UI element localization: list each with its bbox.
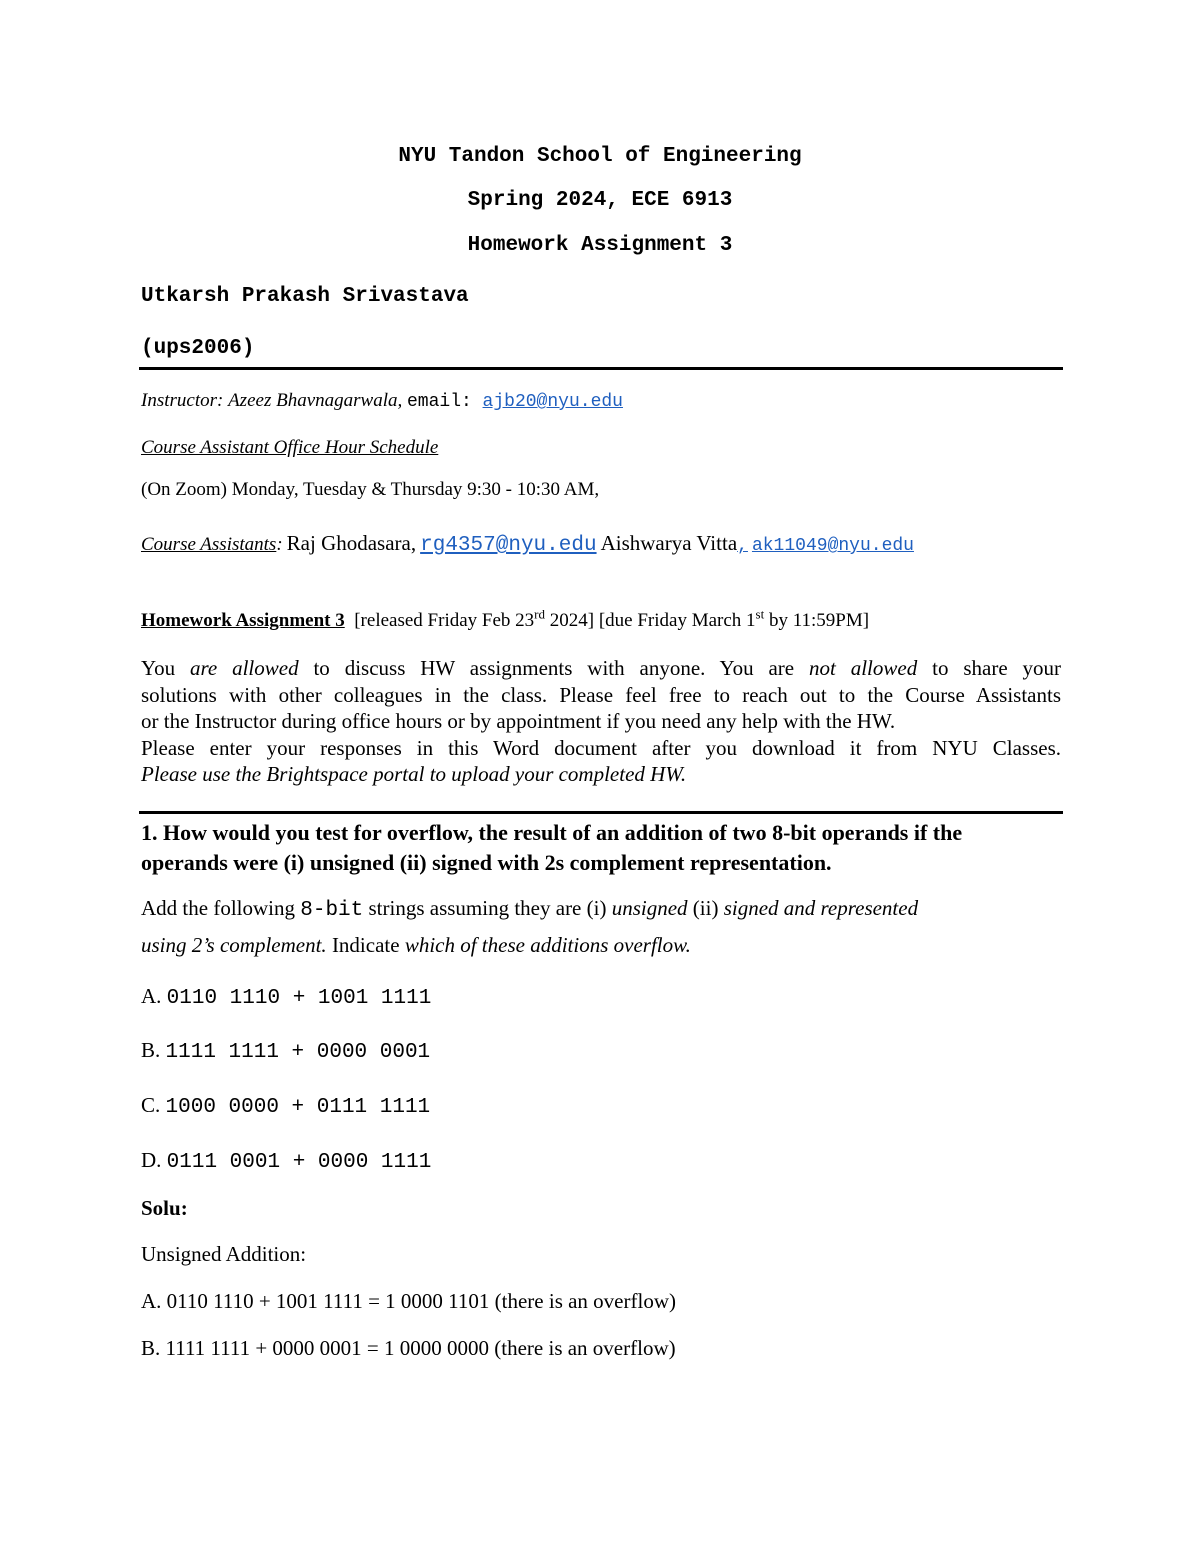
question-number: 1. xyxy=(141,820,158,845)
email-label: email: xyxy=(406,392,472,412)
student-name: Utkarsh Prakash Srivastava xyxy=(141,285,469,308)
course-term: Spring 2024, ECE 6913 xyxy=(467,189,733,212)
assistants-label: Course Assistants xyxy=(141,534,277,555)
solution-title: Solu: xyxy=(141,1196,188,1220)
student-netid: (ups2006) xyxy=(141,337,255,360)
release-title: Homework Assignment 3 xyxy=(141,610,345,631)
solution-line-b: B. 1111 1111 + 0000 0001 = 1 0000 0000 (there is an overflow) xyxy=(141,1336,676,1360)
question-instructions-1: Add the following 8-bit strings assuming they are (i) unsigned (ii) signed and represented xyxy=(141,896,919,922)
ca1-name: Raj Ghodasara, xyxy=(286,531,417,555)
option-d: D. 0111 0001 + 0000 1111 xyxy=(141,1148,432,1174)
office-hours-schedule: (On Zoom) Monday, Tuesday & Thursday 9:30 - 10:30 AM, xyxy=(141,479,600,500)
policy-divider xyxy=(139,811,1063,814)
assistants-line: Course Assistants: Raj Ghodasara, rg4357@nyu.edu Aishwarya Vitta, ak11049@nyu.edu xyxy=(141,531,914,557)
question-1: 1. How would you test for overflow, the result of an addition of two 8-bit operands if the operands were (i) unsigned (ii) signed with 2s complement representation. xyxy=(141,820,963,875)
solution-subtitle: Unsigned Addition: xyxy=(141,1242,307,1266)
ca1-email-link[interactable]: rg4357@nyu.edu xyxy=(420,534,597,557)
option-b: B. 1111 1111 + 0000 0001 xyxy=(141,1038,431,1064)
office-hours-title: Course Assistant Office Hour Schedule xyxy=(141,437,439,458)
release-line: Homework Assignment 3 [released Friday Feb 23rd 2024] [due Friday March 1st by 11:59PM] xyxy=(141,606,870,631)
option-c: C. 1000 0000 + 0111 1111 xyxy=(141,1093,431,1119)
header-divider xyxy=(139,367,1063,370)
solution-line-a: A. 0110 1110 + 1001 1111 = 1 0000 1101 (there is an overflow) xyxy=(141,1289,676,1313)
policy-paragraph: You are allowed to discuss HW assignments with anyone. You are not allowed to share your solutions with other colleagues in the class. Please feel free to reach out to the Course Assistants or the Instructor during office hours or by appointment if you need any help with the HW. Please enter your responses in this Word document after you download it from NYU Classes. Please use the Brightspace portal to upload your completed HW. xyxy=(141,656,1062,786)
ca2-name: Aishwarya Vitta xyxy=(600,531,738,555)
option-a: A. 0110 1110 + 1001 1111 xyxy=(141,984,432,1010)
question-instructions-2: using 2’s complement. Indicate which of these additions overflow. xyxy=(141,933,691,957)
instructor-label: Instructor: xyxy=(141,390,224,411)
instructor-email-link[interactable]: ajb20@nyu.edu xyxy=(482,392,623,412)
school-title: NYU Tandon School of Engineering xyxy=(398,145,802,168)
instructor-line xyxy=(141,390,623,412)
ca2-email-link[interactable]: ak11049@nyu.edu xyxy=(751,536,914,556)
assignment-title: Homework Assignment 3 xyxy=(467,234,733,257)
instructor-name: Azeez Bhavnagarwala, xyxy=(228,390,403,411)
